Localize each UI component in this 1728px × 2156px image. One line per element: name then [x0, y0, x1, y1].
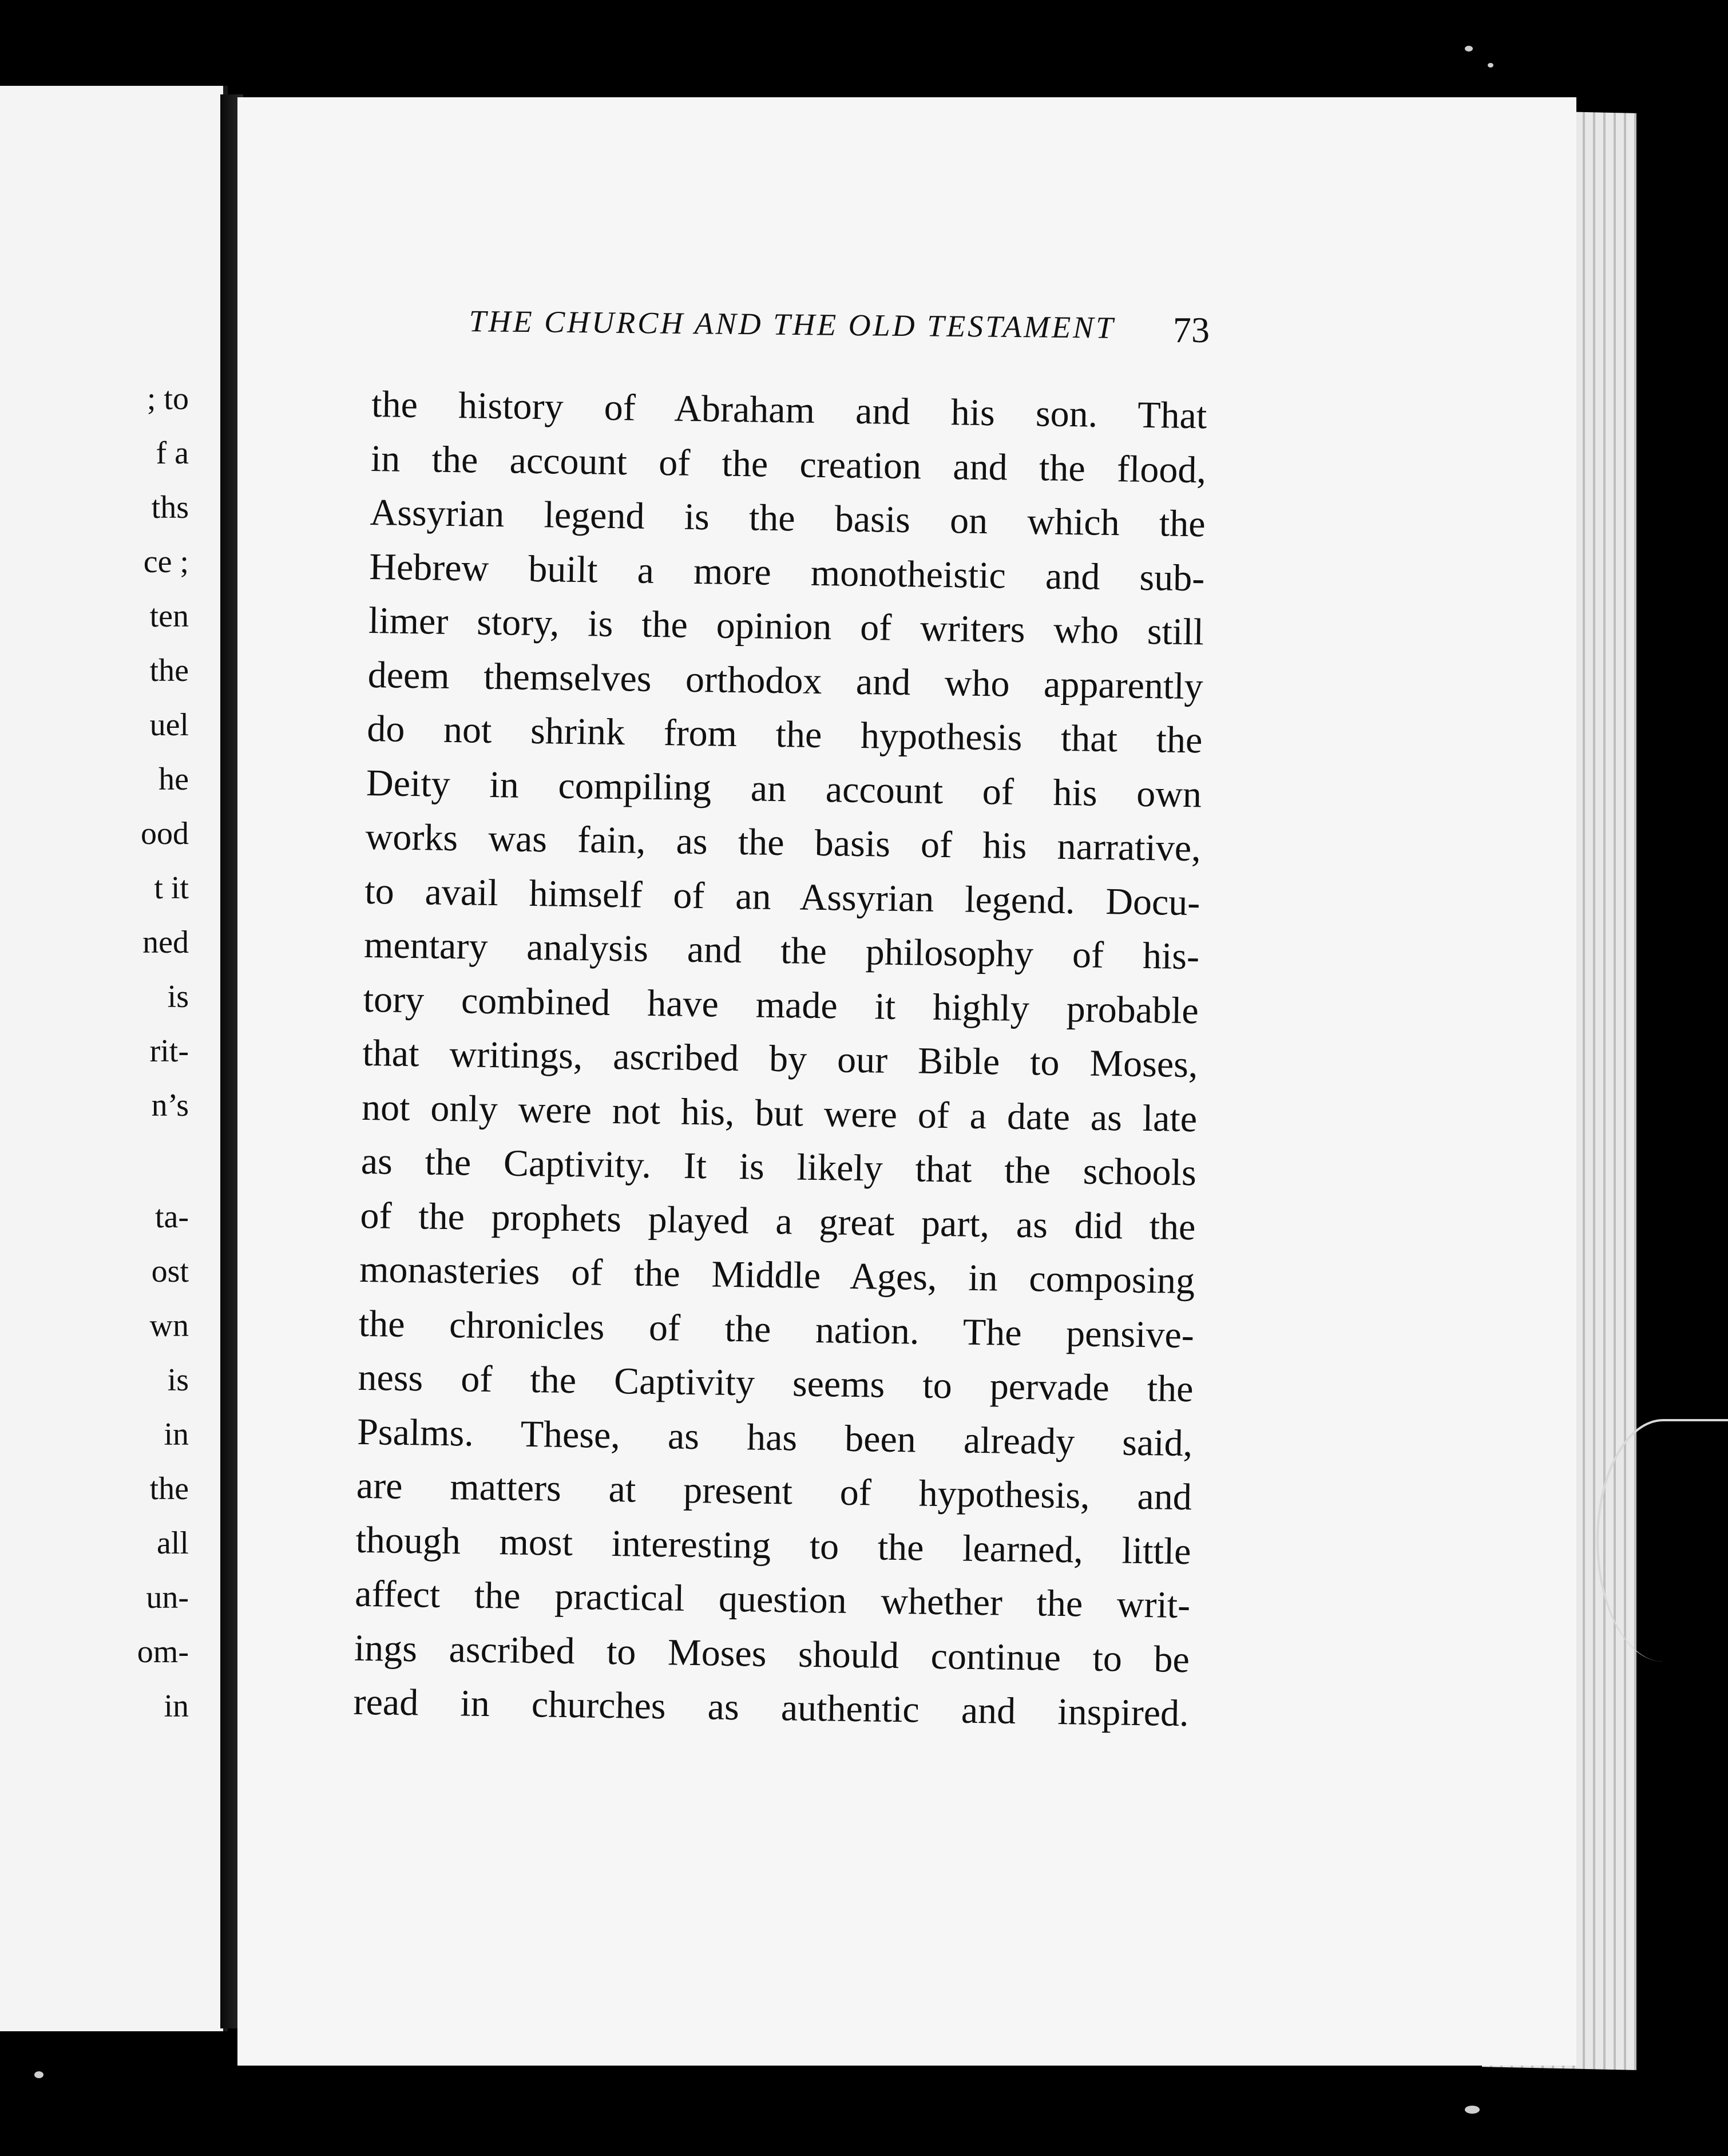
text-line: ness of the Captivity seems to pervade the — [358, 1356, 1194, 1410]
left-page-line: om- — [137, 1634, 189, 1670]
text-line: Assyrian legend is the basis on which the — [370, 491, 1206, 545]
text-line: do not shrink from the hypothesis that the — [366, 707, 1203, 762]
left-page — [0, 86, 228, 2031]
text-line: are matters at present of hypothesis, and — [356, 1464, 1192, 1519]
left-page-line: in — [164, 1689, 189, 1724]
left-page-line: the — [149, 653, 189, 688]
text-line: works was fain, as the basis of his narrative, — [365, 815, 1202, 870]
text-line: limer story, is the opinion of writers who still — [368, 599, 1204, 653]
body-text — [353, 378, 1207, 1741]
left-page-line: ost — [151, 1254, 189, 1289]
left-page-line: un- — [146, 1580, 189, 1615]
left-page-line: is — [167, 979, 189, 1014]
text-line: monasteries of the Middle Ages, in composing — [359, 1248, 1195, 1302]
text-line: the history of Abraham and his son. That — [371, 383, 1207, 437]
left-page-line: ned — [142, 925, 189, 960]
text-line: that writings, ascribed by our Bible to Moses, — [362, 1032, 1198, 1086]
text-line: ings ascribed to Moses should continue to be — [354, 1627, 1190, 1681]
left-page-line: ta- — [154, 1199, 189, 1235]
text-line: of the prophets played a great part, as did the — [360, 1194, 1196, 1248]
text-line: Hebrew built a more monotheistic and sub- — [368, 545, 1205, 599]
text-line: Deity in compiling an account of his own — [366, 762, 1202, 815]
left-page-line: ood — [141, 816, 189, 851]
left-page-line: ths — [151, 490, 189, 525]
dust-speck — [1488, 63, 1493, 68]
text-line: deem themselves orthodox and who apparently — [367, 653, 1204, 707]
text-line: the chronicles of the nation. The pensive- — [358, 1302, 1195, 1356]
dust-speck — [1465, 46, 1473, 51]
left-page-line: in — [164, 1417, 189, 1452]
left-page-line: t it — [154, 870, 189, 906]
left-page-line: wn — [149, 1308, 189, 1343]
left-page-line: ce ; — [143, 544, 189, 580]
left-page-line: all — [157, 1525, 189, 1561]
text-line: though most interesting to the learned, little — [355, 1519, 1192, 1572]
dust-speck — [34, 2071, 43, 2078]
text-line: as the Captivity. It is likely that the schools — [360, 1140, 1197, 1194]
left-page-line: ; to — [146, 381, 189, 417]
left-page-line: rit- — [149, 1033, 189, 1069]
left-page-line: ten — [149, 599, 189, 634]
left-page-line: he — [158, 762, 189, 797]
text-line: Psalms. These, as has been already said, — [356, 1410, 1193, 1464]
left-page-line: f a — [156, 435, 189, 471]
text-line: to avail himself of an Assyrian legend. Docu- — [364, 870, 1200, 924]
text-line: read in churches as authentic and inspired. — [353, 1681, 1190, 1735]
dust-speck — [1465, 2106, 1480, 2114]
text-line: affect the practical question whether the writ- — [354, 1572, 1191, 1627]
stray-thread — [1596, 1419, 1728, 1662]
left-page-line: uel — [149, 707, 189, 743]
left-page-line: is — [167, 1362, 189, 1398]
page-number: 73 — [1173, 310, 1210, 350]
running-head: THE CHURCH AND THE OLD TESTAMENT — [469, 303, 1116, 345]
text-line: tory combined have made it highly probable — [363, 978, 1199, 1032]
left-page-line: n’s — [151, 1088, 189, 1123]
left-page-line: the — [149, 1471, 189, 1507]
text-line: mentary analysis and the philosophy of his- — [363, 924, 1200, 978]
text-line: in the account of the creation and the flood, — [370, 437, 1207, 491]
text-line: not only were not his, but were of a date as late — [361, 1086, 1198, 1140]
